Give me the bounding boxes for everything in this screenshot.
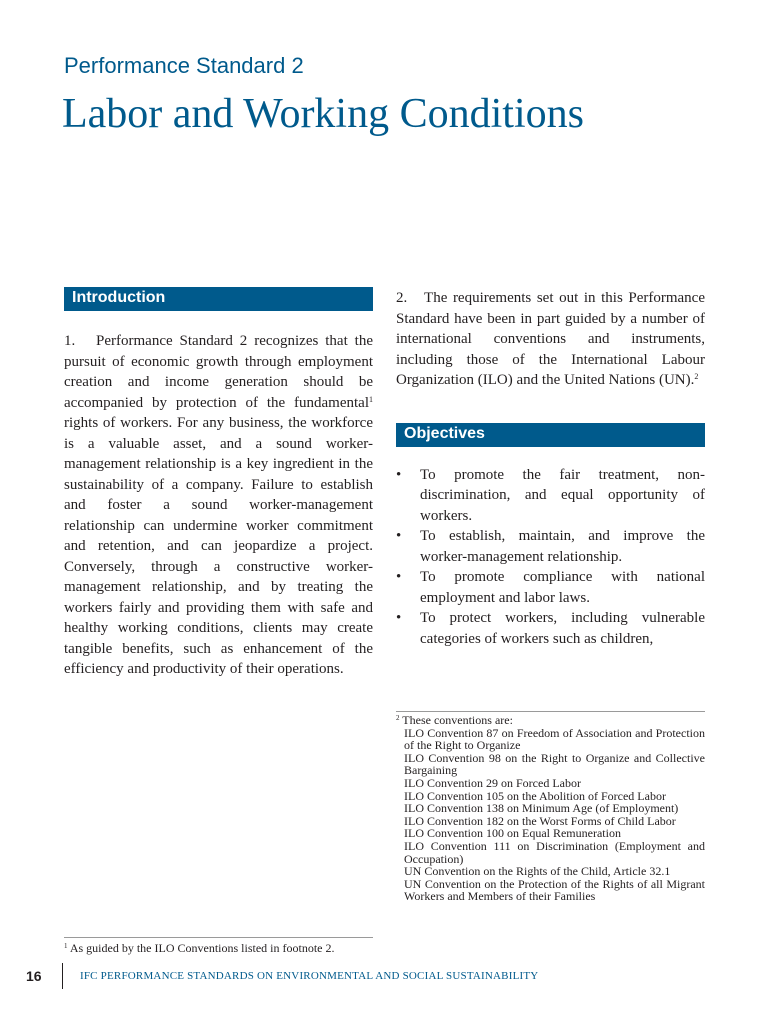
footnote-ref-1[interactable]: 1: [369, 394, 373, 404]
objectives-section: [396, 423, 705, 650]
objective-text: To establish, maintain, and improve the worker-management relationship.: [420, 528, 705, 565]
convention-item: UN Convention on the Protection of the Rights of all Migrant Workers and Members of their Families: [404, 876, 705, 904]
footer-divider: [62, 963, 63, 989]
footnote-divider-right: [396, 711, 705, 712]
footnote-ref-2[interactable]: 2: [694, 372, 699, 381]
page-title: Labor and Working Conditions: [62, 91, 584, 137]
objective-item: [396, 465, 705, 527]
footnote-1-marker: 1: [64, 942, 68, 950]
objectives-list: [396, 465, 705, 650]
objective-item: [396, 567, 705, 608]
convention-item: ILO Convention 100 on Equal Remuneration: [404, 826, 621, 841]
running-footer: IFC PERFORMANCE STANDARDS ON ENVIRONMENTAL AND SOCIAL SUSTAINABILITY: [80, 970, 539, 982]
footnote-2: [396, 714, 705, 903]
convention-item: ILO Convention 98 on the Right to Organize and Collective Bargaining: [404, 750, 705, 778]
convention-item: ILO Convention 105 on the Abolition of Forced Labor: [404, 788, 666, 803]
convention-item: ILO Convention 87 on Freedom of Association and Protection of the Right to Organize: [404, 725, 705, 753]
right-column: [396, 288, 705, 649]
bullet-icon: •: [396, 528, 402, 544]
paragraph-2: [396, 288, 705, 391]
convention-item: ILO Convention 111 on Discrimination (Employment and Occupation): [404, 838, 705, 866]
footnote-1-text: As guided by the ILO Conventions listed in footnote 2.: [69, 941, 335, 955]
bullet-icon: •: [396, 610, 402, 626]
left-column: [64, 287, 373, 680]
introduction-heading: Introduction: [64, 287, 373, 311]
paragraph-1-text-b: rights of workers. For any business, the workforce is a valuable asset, and a sound worker-management relationship is a key ingredient in the sustainability of a company. Failure to establish and foster a sound worker-management relationship can undermine worker commitment and retention, and can jeopardize a project. Conversely, through a constructive worker-management relationship, and by treating the workers fairly and providing them with safe and healthy working conditions, clients may create tangible benefits, such as enhancement of the efficiency and productivity of their operations.: [64, 415, 373, 677]
paragraph-1: [64, 331, 373, 680]
objective-item: [396, 608, 705, 649]
bullet-icon: •: [396, 569, 402, 585]
footnote-1: [64, 941, 379, 955]
footnote-divider-left: [64, 937, 373, 938]
convention-item: ILO Convention 182 on the Worst Forms of Child Labor: [404, 813, 676, 828]
footnote-2-marker: 2: [396, 714, 400, 722]
objectives-heading: Objectives: [396, 423, 705, 447]
objective-text: To promote the fair treatment, non-discrimination, and equal opportunity of workers.: [420, 466, 705, 524]
paragraph-1-text-a: 1. Performance Standard 2 recognizes that the pursuit of economic growth through employment creation and income generation should be accompanied by protection of the fundamental: [64, 333, 373, 411]
footnote-2-lead: [396, 714, 705, 727]
convention-item: ILO Convention 29 on Forced Labor: [404, 775, 581, 790]
objective-text: To promote compliance with national employment and labor laws.: [420, 569, 705, 606]
standard-kicker: Performance Standard 2: [64, 53, 304, 78]
page-number: 16: [26, 968, 42, 984]
objective-text: To protect workers, including vulnerable categories of workers such as children,: [420, 610, 705, 647]
convention-item: ILO Convention 138 on Minimum Age (of Employment): [404, 801, 679, 816]
footnote-2-lead-text: These conventions are:: [402, 713, 513, 727]
convention-item: UN Convention on the Rights of the Child, Article 32.1: [404, 864, 671, 879]
bullet-icon: •: [396, 466, 402, 483]
paragraph-2-text: 2. The requirements set out in this Performance Standard have been in part guided by a number of international conventions and instruments, including those of the International Labour Organization (ILO) and the United Nations (UN).: [396, 290, 705, 388]
objective-item: [396, 526, 705, 567]
